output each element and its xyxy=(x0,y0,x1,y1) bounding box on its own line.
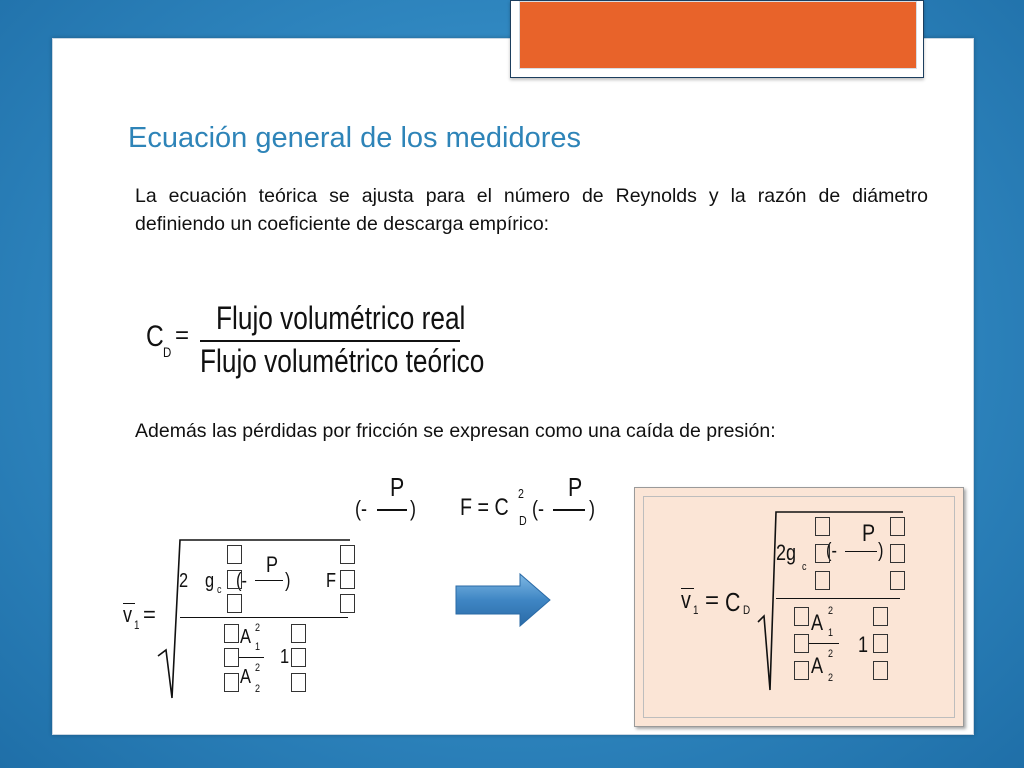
v1-symbol: v xyxy=(123,602,133,627)
intro-paragraph: La ecuación teórica se ajusta para el número de Reynolds y la razón de diámetro definiendo un coeficiente de descarga empírico: xyxy=(135,185,928,235)
friction-right-close: ) xyxy=(589,496,596,521)
v1-g-sub: c xyxy=(217,584,222,596)
v1-a1-sub: 1 xyxy=(255,641,261,653)
final-glyph-4 xyxy=(890,517,905,536)
final-v1: v xyxy=(681,587,691,614)
final-one: 1 xyxy=(858,632,869,657)
final-p-bar xyxy=(845,551,877,552)
v1-a2: A xyxy=(240,666,251,688)
friction-right-bar xyxy=(553,509,585,511)
placeholder-glyph-7 xyxy=(224,624,239,643)
slide-title: Ecuación general de los medidores xyxy=(128,122,581,154)
final-a1: A xyxy=(811,610,824,635)
final-p: P xyxy=(862,520,876,547)
v1-a2-sub: 2 xyxy=(255,683,261,695)
final-glyph-8 xyxy=(794,634,809,653)
cd-denominator: Flujo volumétrico teórico xyxy=(200,343,485,379)
placeholder-glyph-1 xyxy=(227,545,242,564)
placeholder-glyph-11 xyxy=(291,648,306,667)
final-g-sub: c xyxy=(802,561,807,573)
v1-main-fraction-bar xyxy=(180,617,348,618)
final-glyph-7 xyxy=(794,607,809,626)
cd-numerator: Flujo volumétrico real xyxy=(216,300,466,336)
final-a2-sup: 2 xyxy=(828,648,834,660)
friction-left-num: P xyxy=(390,472,405,502)
final-2g: 2g xyxy=(776,540,797,565)
friction-sub: D xyxy=(519,513,527,528)
header-tab-fill xyxy=(519,1,917,69)
v1-equals: = xyxy=(143,602,156,627)
placeholder-glyph-9 xyxy=(224,673,239,692)
final-equals: = xyxy=(705,587,720,614)
final-a1-sup: 2 xyxy=(828,605,834,617)
placeholder-glyph-8 xyxy=(224,648,239,667)
final-glyph-9 xyxy=(794,661,809,680)
final-glyph-5 xyxy=(890,544,905,563)
v1-g: g xyxy=(205,570,215,592)
v1-a1: A xyxy=(240,626,251,648)
final-open: (- xyxy=(826,540,837,562)
placeholder-glyph-3 xyxy=(227,594,242,613)
final-main-fraction-bar xyxy=(776,598,900,599)
v1-open: (- xyxy=(236,570,247,592)
final-glyph-6 xyxy=(890,571,905,590)
final-a2-sub: 2 xyxy=(828,672,834,684)
friction-right-open: (- xyxy=(532,496,545,521)
final-cd-sub: D xyxy=(743,603,751,617)
final-a1-sub: 1 xyxy=(828,627,834,639)
header-tab xyxy=(510,0,924,78)
v1-close: ) xyxy=(285,570,291,592)
v1-two: 2 xyxy=(179,570,189,592)
friction-left-open: (- xyxy=(355,496,368,521)
friction-sup: 2 xyxy=(518,486,524,501)
placeholder-glyph-2 xyxy=(227,570,242,589)
v1-f: F xyxy=(326,570,337,592)
friction-right-num: P xyxy=(568,472,583,502)
final-close: ) xyxy=(878,540,884,562)
final-glyph-3 xyxy=(815,571,830,590)
final-glyph-10 xyxy=(873,607,888,626)
cd-lhs: C xyxy=(146,320,164,353)
final-a2: A xyxy=(811,653,824,678)
v1-a1-sup: 2 xyxy=(255,622,261,634)
final-area-bar xyxy=(809,643,839,644)
placeholder-glyph-10 xyxy=(291,624,306,643)
v1-sub: 1 xyxy=(134,618,140,632)
cd-fraction-bar xyxy=(200,340,460,342)
friction-left-bar xyxy=(377,509,407,511)
friction-rhs: F = C xyxy=(460,494,509,521)
v1-p-bar xyxy=(255,580,283,581)
final-glyph-1 xyxy=(815,517,830,536)
final-v1-sub: 1 xyxy=(693,603,699,617)
placeholder-glyph-6 xyxy=(340,594,355,613)
final-glyph-12 xyxy=(873,661,888,680)
final-cd: C xyxy=(725,587,741,617)
v1-p: P xyxy=(266,552,279,577)
right-arrow-icon xyxy=(454,572,554,628)
v1-a2-sup: 2 xyxy=(255,662,261,674)
placeholder-glyph-12 xyxy=(291,673,306,692)
cd-lhs-sub: D xyxy=(163,344,172,360)
v1-area-bar xyxy=(238,657,264,658)
friction-left-close: ) xyxy=(410,496,417,521)
friction-paragraph: Además las pérdidas por fricción se expresan como una caída de presión: xyxy=(135,420,776,442)
placeholder-glyph-4 xyxy=(340,545,355,564)
cd-equals: = xyxy=(175,322,190,349)
v1-one: 1 xyxy=(280,646,290,668)
final-glyph-11 xyxy=(873,634,888,653)
final-glyph-2 xyxy=(815,544,830,563)
placeholder-glyph-5 xyxy=(340,570,355,589)
